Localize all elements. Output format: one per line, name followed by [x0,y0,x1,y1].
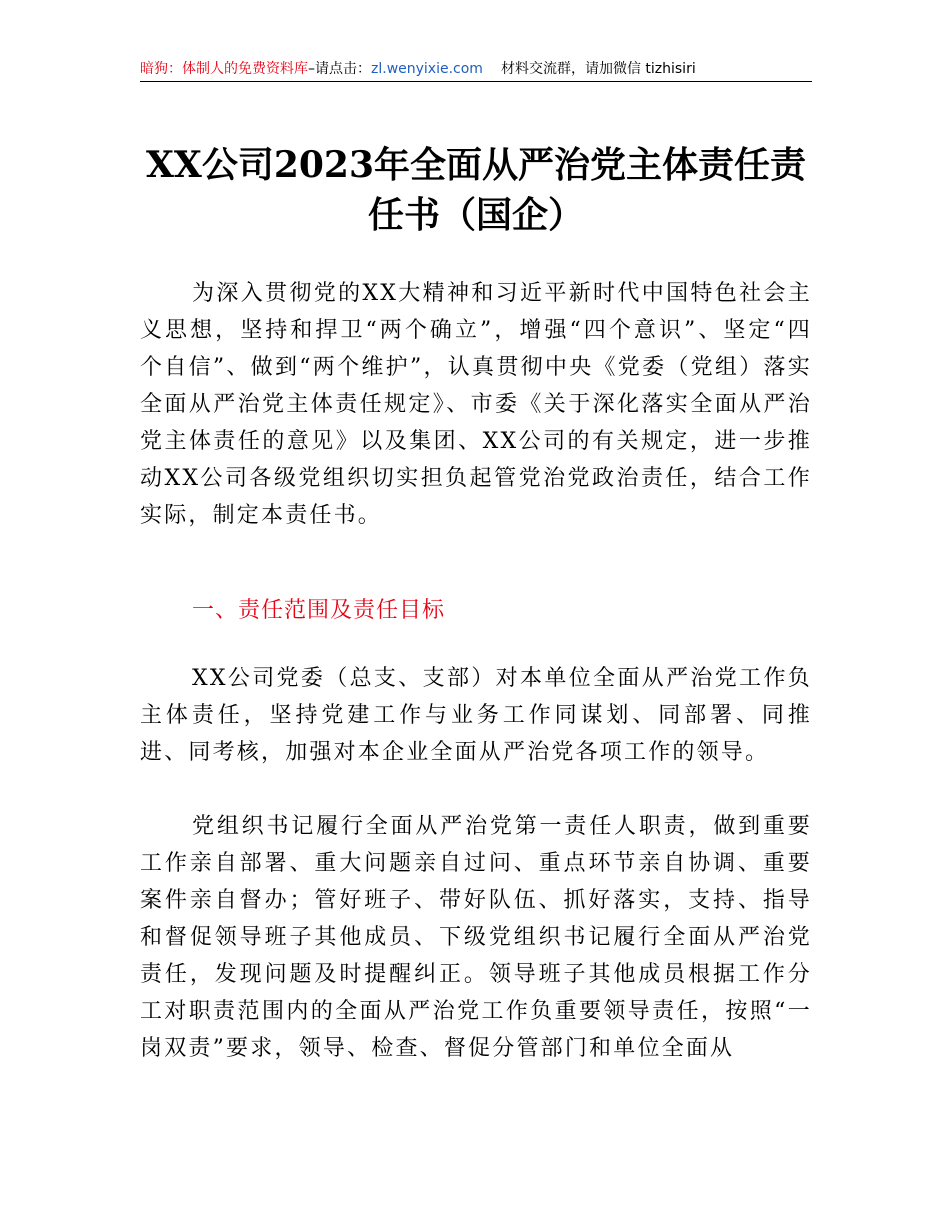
body-paragraph: XX公司党委（总支、支部）对本单位全面从严治党工作负主体责任，坚持党建工作与业务工作同谋划、同部署、同推进、同考核，加强对本企业全面从严治党各项工作的领导。 [140,666,812,765]
header-contact: 材料交流群，请加微信 tizhisiri [500,61,696,77]
section-heading: 一、责任范围及责任目标 [192,598,446,623]
body-paragraph: 党组织书记履行全面从严治党第一责任人职责，做到重要工作亲自部署、重大问题亲自过问、重点环节亲自协调、重要案件亲自督办；管好班子、带好队伍、抓好落实，支持、指导和督促领导班子其他成员、下级党组织书记履行全面从严治党责任，发现问题及时提醒纠正。领导班子其他成员根据工作分工对职责范围内的全面从严治党工作负重要领导责任，按照“一岗双责”要求，领导、检查、督促分管部门和单位全面从 [140,814,812,1061]
header-brand: 暗狗：体制人的免费资料库 [140,61,308,77]
document-title: XX公司2023年全面从严治党主体责任责任书（国企） [145,144,807,236]
header-link[interactable]: zl.wenyixie.com [371,61,483,77]
page-header [140,58,812,82]
header-prompt: –请点击： [308,61,371,77]
header-divider [140,81,812,82]
intro-paragraph: 为深入贯彻党的XX大精神和习近平新时代中国特色社会主义思想，坚持和捍卫“两个确立”，增强“四个意识”、坚定“四个自信”、做到“两个维护”，认真贯彻中央《党委（党组）落实全面从严治党主体责任规定》、市委《关于深化落实全面从严治党主体责任的意见》以及集团、XX公司的有关规定，进一步推动XX公司各级党组织切实担负起管党治党政治责任，结合工作实际，制定本责任书。 [140,281,812,528]
